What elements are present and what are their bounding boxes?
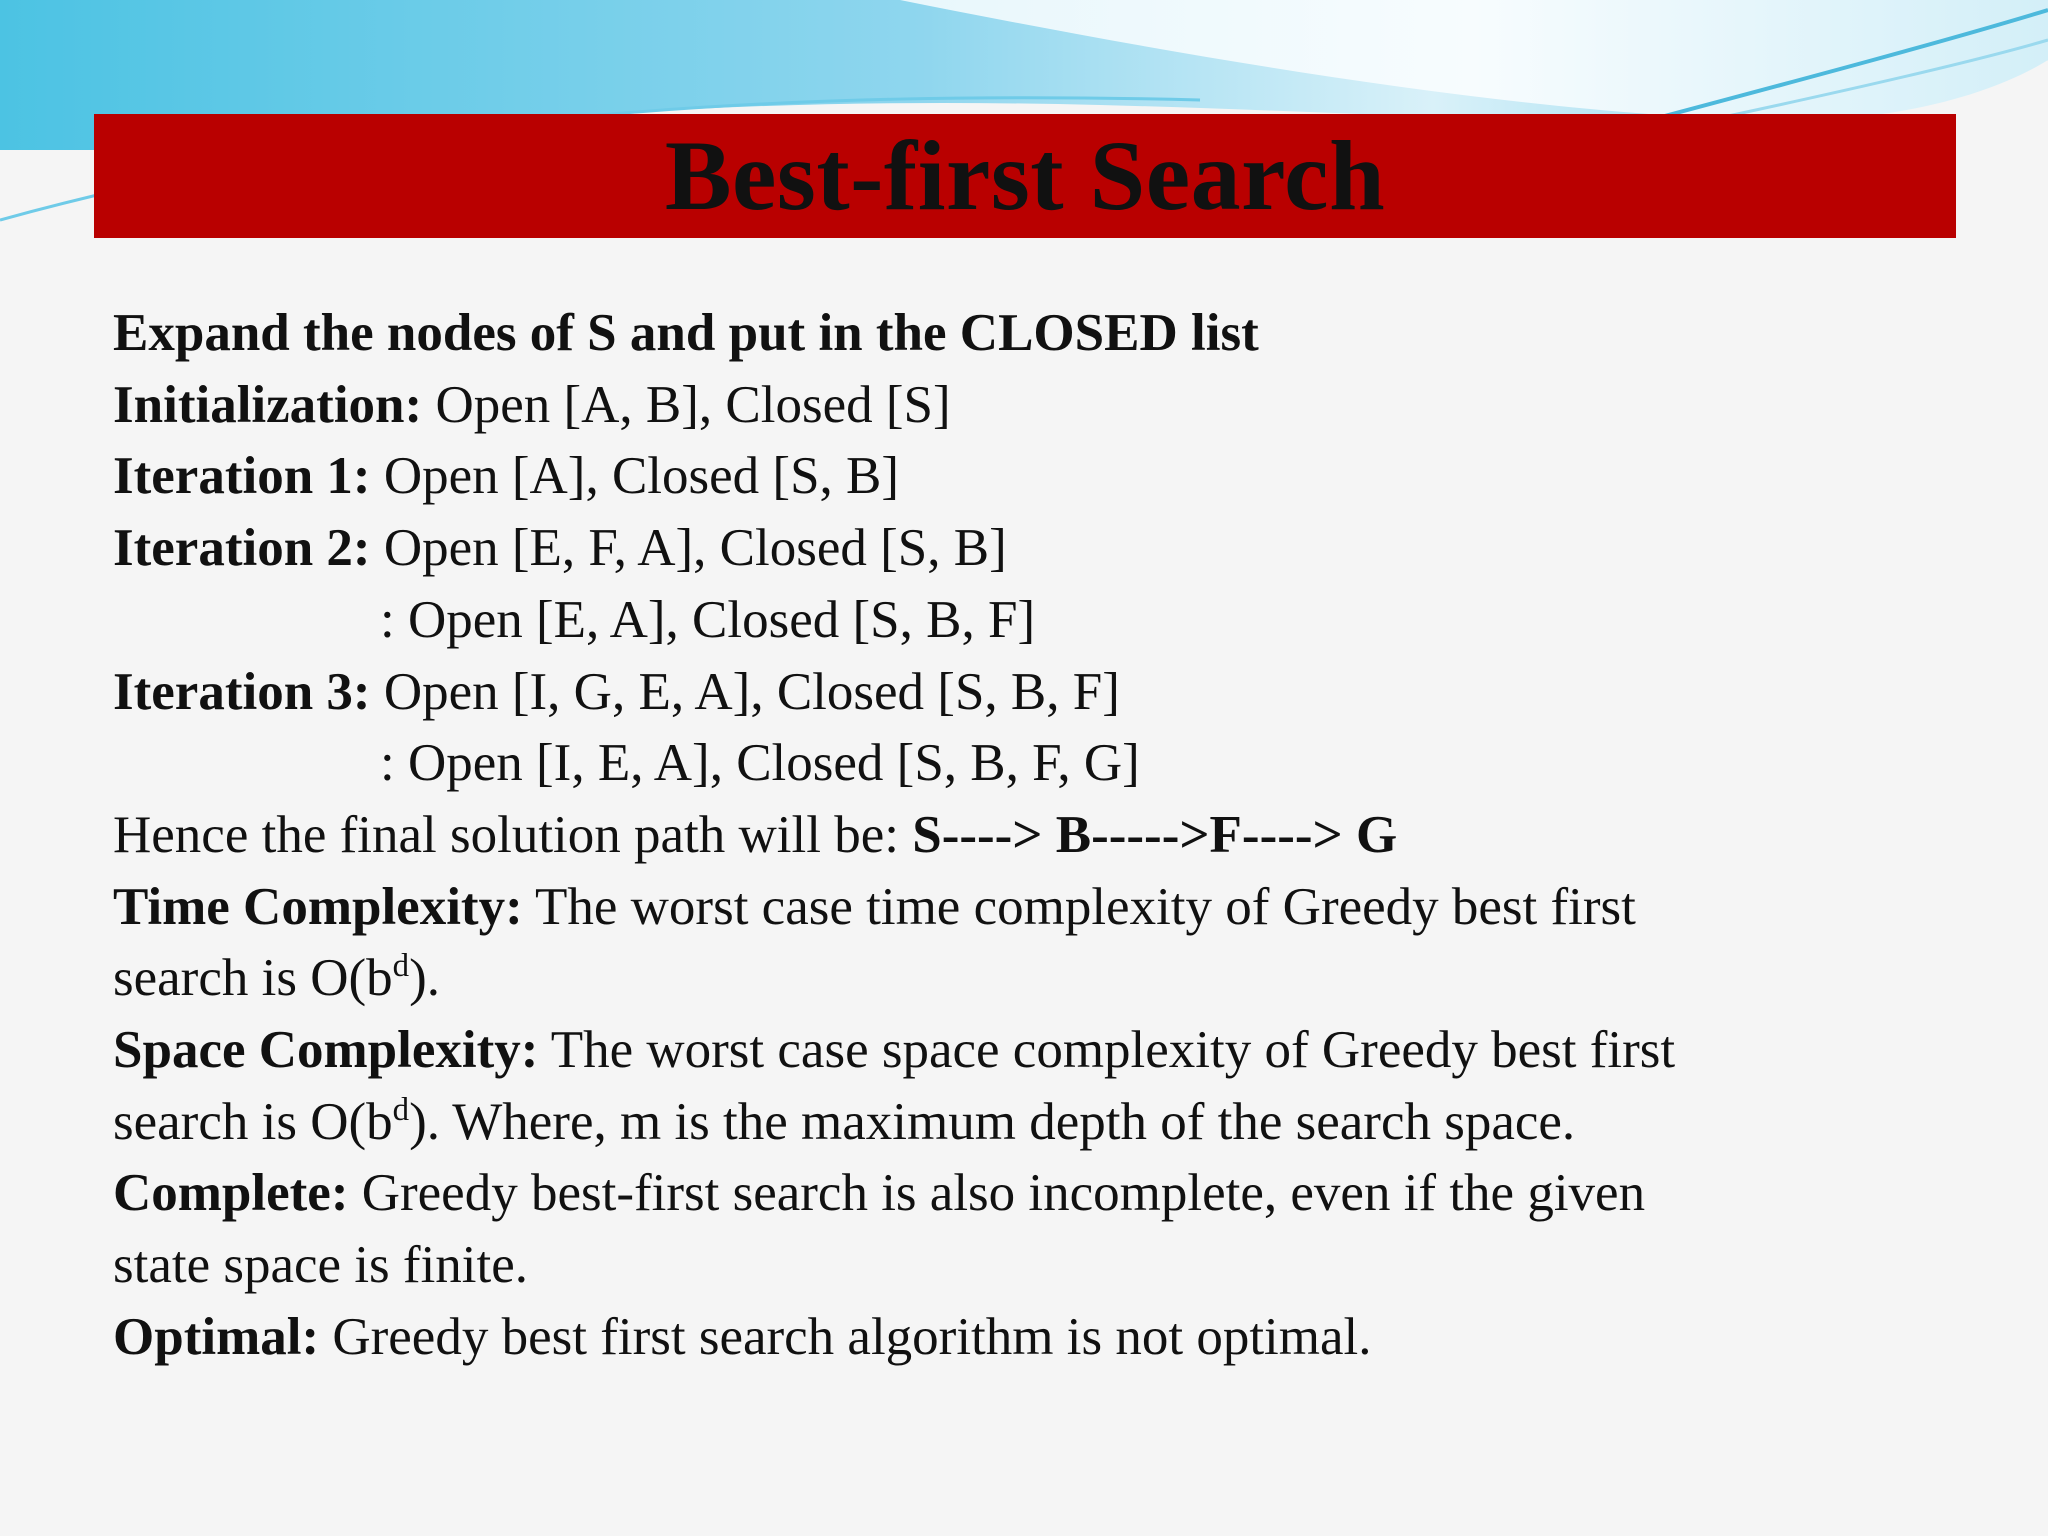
time-complexity-exponent: d bbox=[392, 948, 410, 985]
iteration-3-text: Open [I, G, E, A], Closed [S, B, F] bbox=[370, 662, 1120, 721]
complete-continuation: state space is finite. bbox=[113, 1236, 529, 1295]
iteration-1-line bbox=[113, 441, 1973, 513]
space-complexity-line bbox=[113, 1015, 1973, 1087]
initialization-label: Initialization: bbox=[113, 375, 423, 434]
time-complexity-cont-post: ). bbox=[409, 949, 440, 1008]
space-complexity-cont-post: ). Where, m is the maximum depth of the search space. bbox=[409, 1092, 1576, 1151]
optimal-label: Optimal: bbox=[113, 1307, 320, 1366]
time-complexity-line bbox=[113, 872, 1973, 944]
solution-path: S----> B----->F----> G bbox=[912, 805, 1398, 864]
iteration-3-line bbox=[113, 657, 1973, 729]
iteration-3-continuation: : Open [I, E, A], Closed [S, B, F, G] bbox=[380, 734, 1140, 793]
iteration-2-label: Iteration 2: bbox=[113, 519, 371, 578]
space-complexity-exponent: d bbox=[392, 1091, 410, 1128]
iteration-2-line bbox=[113, 513, 1973, 585]
iteration-2-text: Open [E, F, A], Closed [S, B] bbox=[370, 519, 1007, 578]
initialization-line bbox=[113, 370, 1973, 442]
space-complexity-cont-pre: search is O(b bbox=[113, 1092, 393, 1151]
time-complexity-cont-pre: search is O(b bbox=[113, 949, 393, 1008]
solution-path-line bbox=[113, 800, 1973, 872]
expand-line: Expand the nodes of S and put in the CLOSED list bbox=[113, 304, 1259, 362]
time-complexity-text: The worst case time complexity of Greedy best first bbox=[522, 877, 1636, 936]
complete-text: Greedy best-first search is also incomplete, even if the given bbox=[348, 1164, 1646, 1223]
iteration-2-continuation: : Open [E, A], Closed [S, B, F] bbox=[380, 590, 1036, 649]
complete-label: Complete: bbox=[113, 1164, 349, 1223]
time-complexity-continuation bbox=[113, 943, 1973, 1015]
solution-path-text: Hence the final solution path will be: bbox=[113, 805, 913, 864]
complete-line bbox=[113, 1158, 1973, 1230]
iteration-1-label: Iteration 1: bbox=[113, 447, 371, 506]
time-complexity-label: Time Complexity: bbox=[113, 877, 523, 936]
space-complexity-continuation bbox=[113, 1087, 1973, 1159]
space-complexity-text: The worst case space complexity of Greedy best first bbox=[538, 1021, 1676, 1080]
slide-body bbox=[113, 298, 1973, 1374]
space-complexity-label: Space Complexity: bbox=[113, 1021, 539, 1080]
optimal-line bbox=[113, 1302, 1973, 1374]
initialization-text: Open [A, B], Closed [S] bbox=[422, 375, 951, 434]
iteration-3-label: Iteration 3: bbox=[113, 662, 371, 721]
iteration-1-text: Open [A], Closed [S, B] bbox=[370, 447, 900, 506]
optimal-text: Greedy best first search algorithm is not optimal. bbox=[319, 1307, 1372, 1366]
slide-title: Best-first Search bbox=[664, 120, 1386, 231]
title-bar bbox=[94, 114, 1956, 238]
